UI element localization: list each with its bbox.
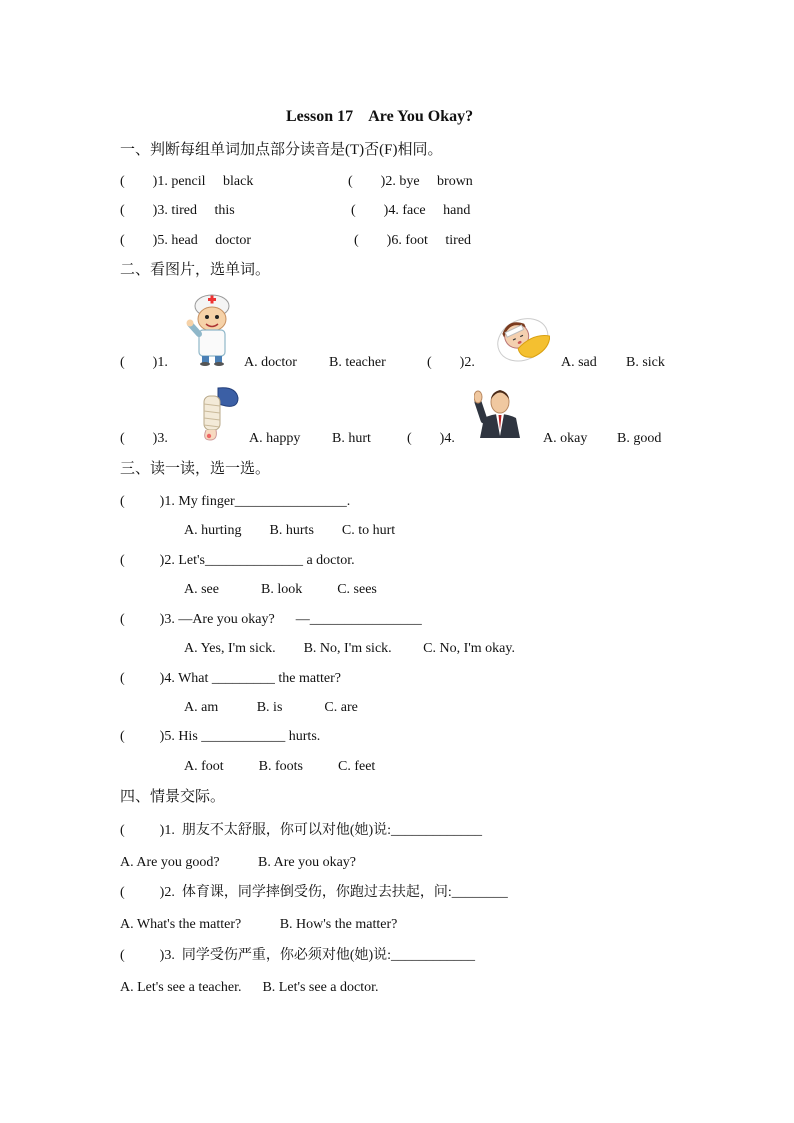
option-b: B. sick <box>626 355 665 370</box>
section-4-heading: 四、情景交际。 <box>120 789 226 805</box>
question-row: ( )6. foot tired <box>354 233 472 248</box>
question: ( )1. 朋友不太舒服，你可以对他(她)说:_____________ <box>120 823 483 838</box>
option-a: A. okay <box>543 431 588 446</box>
question-options: A. Are you good? B. Are you okay? <box>120 855 357 870</box>
question: ( )2. 体育课，同学摔倒受伤，你跑过去扶起，问:________ <box>120 885 508 900</box>
option-a: A. happy <box>249 431 301 446</box>
question-options: A. Yes, I'm sick. B. No, I'm sick. C. No, I'm okay. <box>184 641 515 656</box>
question-options: A. foot B. foots C. feet <box>184 759 376 774</box>
question-options: A. see B. look C. sees <box>184 582 377 597</box>
section-2-heading: 二、看图片，选单词。 <box>120 262 271 278</box>
question-row: ( )3. tired this <box>120 203 235 218</box>
option-b: B. good <box>617 431 662 446</box>
question: ( )4. What _________ the matter? <box>120 671 341 686</box>
picture-question-blank: ( )2. <box>427 355 475 370</box>
question-options: A. hurting B. hurts C. to hurt <box>184 523 396 538</box>
question: ( )5. His ____________ hurts. <box>120 729 321 744</box>
bandaged-hand-picture <box>196 384 242 442</box>
page-title: Lesson 17 Are You Okay? <box>286 108 474 125</box>
option-a: A. sad <box>561 355 597 370</box>
question-row: ( )1. pencil black <box>120 174 254 189</box>
sick-girl-picture <box>494 312 550 364</box>
option-b: B. hurt <box>332 431 371 446</box>
picture-question-blank: ( )4. <box>407 431 455 446</box>
section-1-heading: 一、判断每组单词加点部分读音是(T)否(F)相同。 <box>120 142 443 158</box>
question-row: ( )4. face hand <box>351 203 471 218</box>
section-3-heading: 三、读一读，选一选。 <box>120 461 271 477</box>
businessman-waving-picture <box>474 384 526 438</box>
question-options: A. am B. is C. are <box>184 700 358 715</box>
question: ( )3. 同学受伤严重，你必须对他(她)说:____________ <box>120 948 476 963</box>
picture-question-blank: ( )1. <box>120 355 168 370</box>
question-row: ( )5. head doctor <box>120 233 252 248</box>
question-options: A. Let's see a teacher. B. Let's see a doctor. <box>120 980 379 995</box>
question: ( )1. My finger________________. <box>120 494 351 509</box>
option-b: B. teacher <box>329 355 386 370</box>
question-options: A. What's the matter? B. How's the matter? <box>120 917 398 932</box>
doctor-picture <box>186 292 236 366</box>
picture-question-blank: ( )3. <box>120 431 168 446</box>
question: ( )3. —Are you okay? —________________ <box>120 612 422 627</box>
question: ( )2. Let's______________ a doctor. <box>120 553 355 568</box>
question-row: ( )2. bye brown <box>348 174 473 189</box>
option-a: A. doctor <box>244 355 297 370</box>
